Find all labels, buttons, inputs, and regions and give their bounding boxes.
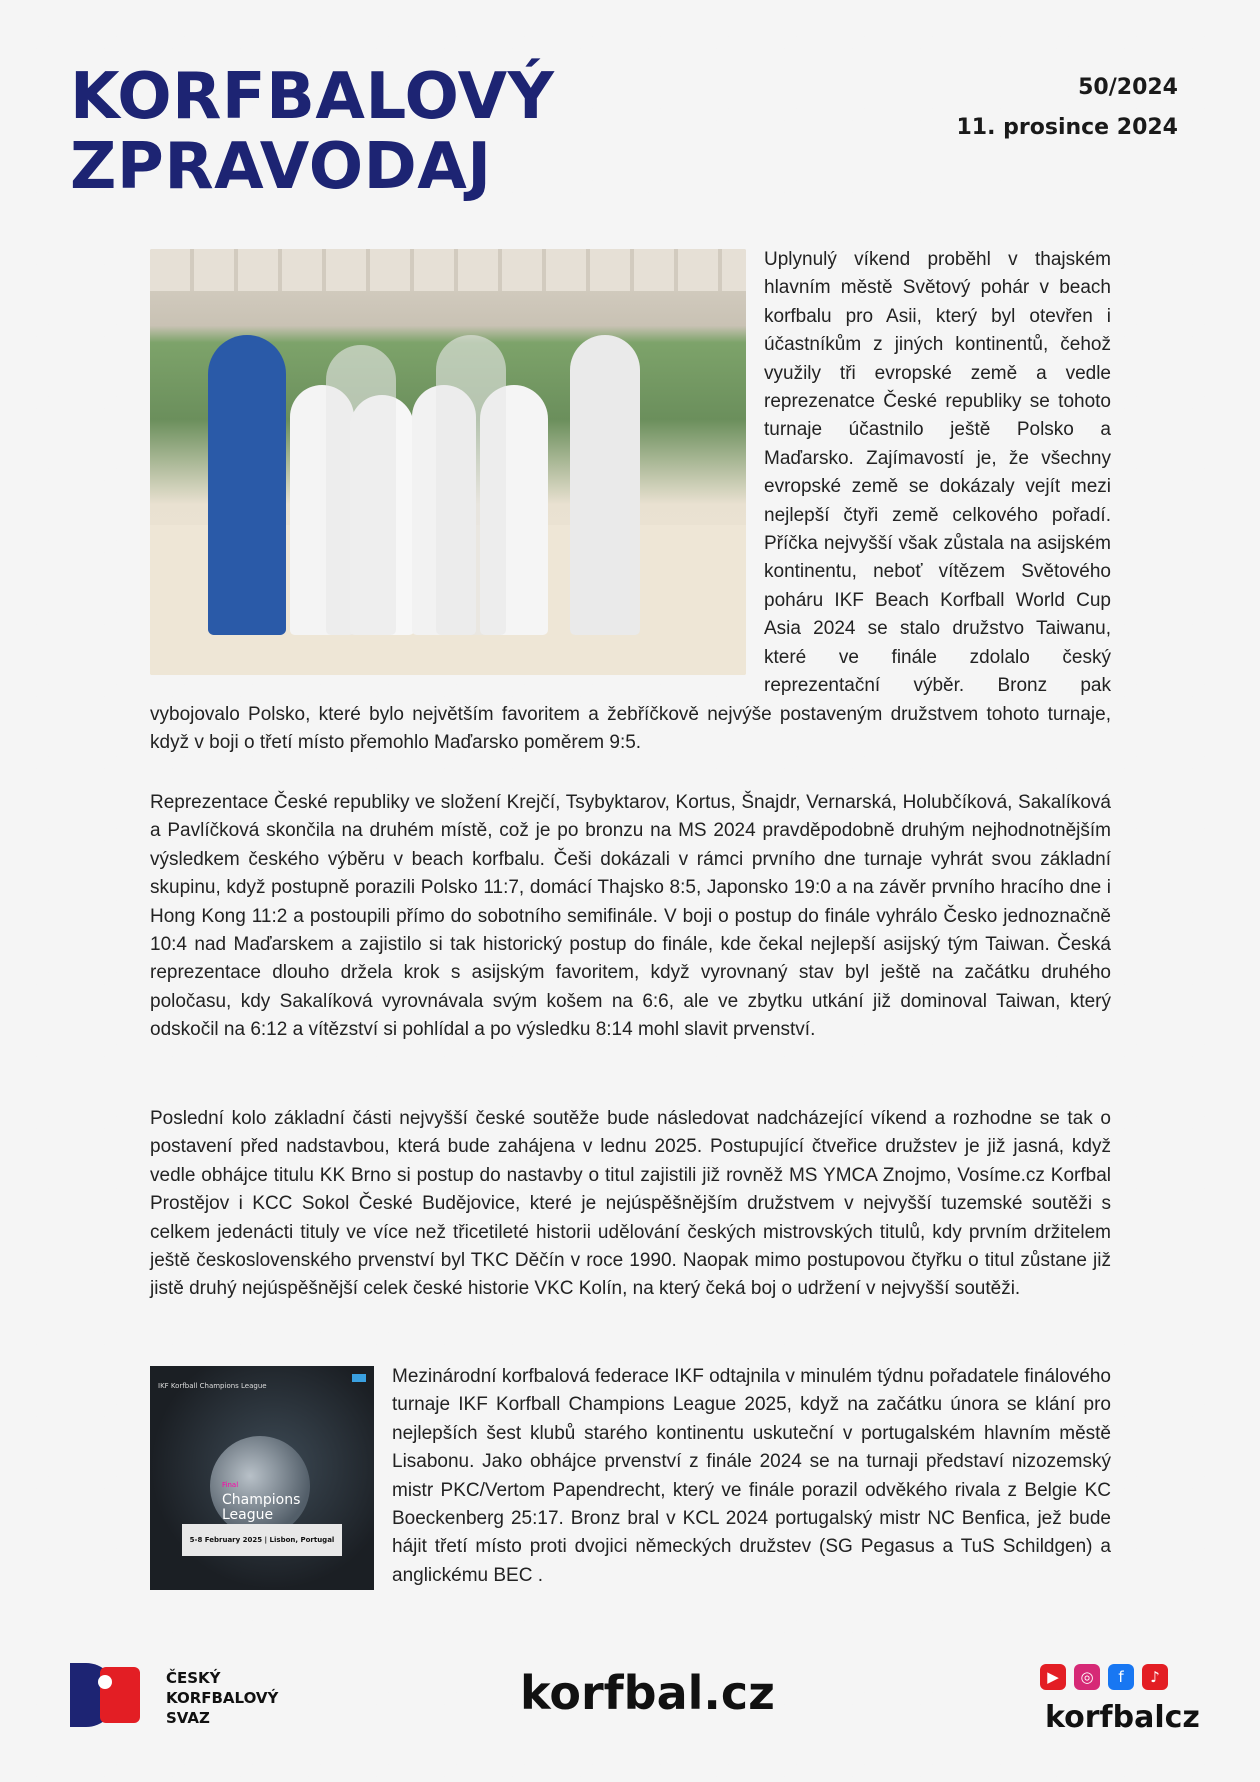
instagram-icon[interactable]: ◎: [1074, 1664, 1100, 1690]
tent-canopy: [150, 249, 746, 291]
poster-top-label: IKF Korfball Champions League: [158, 1382, 267, 1390]
issue-info: [957, 68, 1179, 148]
federation-name-line-3: SVAZ: [166, 1709, 210, 1727]
person-figure: [326, 345, 396, 635]
flag-icon: [352, 1374, 366, 1382]
federation-name-line-2: KORFBALOVÝ: [166, 1689, 279, 1707]
person-figure: [436, 335, 506, 635]
title-line-1: KORFBALOVÝ: [70, 60, 555, 134]
issue-date: 11. prosince 2024: [956, 115, 1178, 140]
social-handle[interactable]: korfbalcz: [1045, 1700, 1200, 1735]
team-photo: [150, 249, 746, 675]
footer: [0, 1660, 1260, 1750]
poster-title-line-2: League: [222, 1507, 274, 1523]
newsletter-title: [70, 62, 555, 202]
article-paragraph: Poslední kolo základní části nejvyšší české soutěže bude následovat nadcházející víkend a rozhodne se tak o postavení před nadstavbou, která bude zahájena v lednu 2025. Postupující čtveřice družstev je již jasná, když vedle obhájce titulu KK Brno si postup do nastavby o titul zajistili již rovněž MS YMCA Znojmo, Vosíme.cz Korfbal Prostějov i KCC Sokol České Budějovice, které je nejúspěšnějším družstvem v nejvyšší tuzemské soutěži s celkem jedenácti tituly ve více než třicetileté historii udělování českých mistrovských titulů, kdy prvním držitelem ještě československého prvenství byl TKC Děčín v roce 1990. Naopak mimo postupovou čtyřku o titul zůstane již jistě druhý nejúspěšnější celek české historie VKC Kolín, na který čeká boj o udržení v nejvyšší soutěži.: [150, 1108, 1111, 1300]
article-beach-korfball: [150, 246, 1111, 757]
person-figure: [208, 335, 286, 635]
issue-number: 50/2024: [1078, 75, 1178, 100]
tiktok-icon[interactable]: ♪: [1142, 1664, 1168, 1690]
person-figure: [570, 335, 640, 635]
social-icons: [1040, 1664, 1210, 1690]
youtube-icon[interactable]: ▶: [1040, 1664, 1066, 1690]
article-league: [150, 1105, 1111, 1304]
article-team-result: [150, 789, 1111, 1045]
facebook-icon[interactable]: f: [1108, 1664, 1134, 1690]
federation-logo-icon: [70, 1663, 144, 1727]
poster-title-line-1: Champions: [222, 1492, 301, 1508]
article-paragraph: Reprezentace České republiky ve složení Krejčí, Tsybyktarov, Kortus, Šnajdr, Vernarská, Holubčíková, Sakalíková a Pavlíčková skončila na druhém místě, což je po bronzu na MS 2024 pravděpodobně druhým nejhodnotnějším výsledkem českého výběru v beach korfbalu. Češi dokázali v rámci prvního dne turnaje vyhrát svou základní skupinu, když postupně porazili Polsko 11:7, domácí Thajsko 8:5, Japonsko 19:0 a na závěr prvního hracího dne i Hong Kong 11:2 a postoupili přímo do sobotního semifinále. V boji o postup do finále vyhrálo Česko jednoznačně 10:4 nad Maďarskem a zajistilo si tak historický postup do finále, kde čekal nejlepší asijský tým Taiwan. Česká reprezentace dlouho držela krok s asijským favoritem, když vyrovnaný stav byl ještě na začátku druhého poločasu, kdy Sakalíková vyrovnávala svým košem na 6:6, ale ve zbytku utkání již dominoval Taiwan, který odskočil na 6:12 a vítězství si pohlídal a po výsledku 8:14 mohl slavit prvenství.: [150, 792, 1111, 1041]
federation-name: [166, 1668, 278, 1728]
article-paragraph: Mezinárodní korfbalová federace IKF odtajnila v minulém týdnu pořadatele finálového turnaje IKF Korfball Champions League 2025, když na začátku února se klání pro nejlepších šest klubů starého kontinentu uskuteční v portugalském hlavním městě Lisabonu. Jako obhájce prvenství z finále 2024 se na turnaji představí nizozemský mistr PKC/Vertom Papendrecht, který ve finále porazil odvěkého rivala z Belgie KC Boeckenberg 25:17. Bronz bral v KCL 2024 portugalský mistr NC Benfica, jež bude hájit třetí místo proti dvojici německých družstev (SG Pegasus a TuS Schildgen) a anglickému BEC .: [392, 1366, 1111, 1586]
article-paragraph: Uplynulý víkend proběhl v thajském hlavním městě Světový pohár v beach korfbalu pro Asii, který byl otevřen i účastníkům z jiných kontinentů, čehož využily tři evropské země a vedle reprezenatce České republiky se tohoto turnaje účastnilo ještě Polsko a Maďarsko. Zajímavostí je, že všechny evropské země se dokázaly vejít mezi nejlepší čtyři země celkového pořadí. Příčka nejvyšší však zůstala na asijském kontinentu, neboť vítězem Světového poháru IKF Beach Korfball World Cup Asia 2024 se stalo družstvo Taiwanu, které ve finále zdolalo český reprezentační výběr. Bronz pak vybojovalo Polsko, které bylo největším favoritem a žebříčkově nejvýše postaveným družstvem tohoto turnaje, když v boji o třetí místo přemohlo Maďarsko poměrem 9:5.: [150, 249, 1111, 753]
poster-final-label: Final: [222, 1481, 239, 1489]
poster-title: [222, 1478, 300, 1523]
website-link[interactable]: korfbal.cz: [520, 1666, 775, 1720]
champions-league-poster: [150, 1366, 374, 1590]
title-line-2: ZPRAVODAJ: [70, 130, 492, 204]
article-champions-league: [150, 1363, 1111, 1594]
federation-name-line-1: ČESKÝ: [166, 1669, 221, 1687]
poster-dates: 5-8 February 2025 | Lisbon, Portugal: [182, 1524, 342, 1556]
